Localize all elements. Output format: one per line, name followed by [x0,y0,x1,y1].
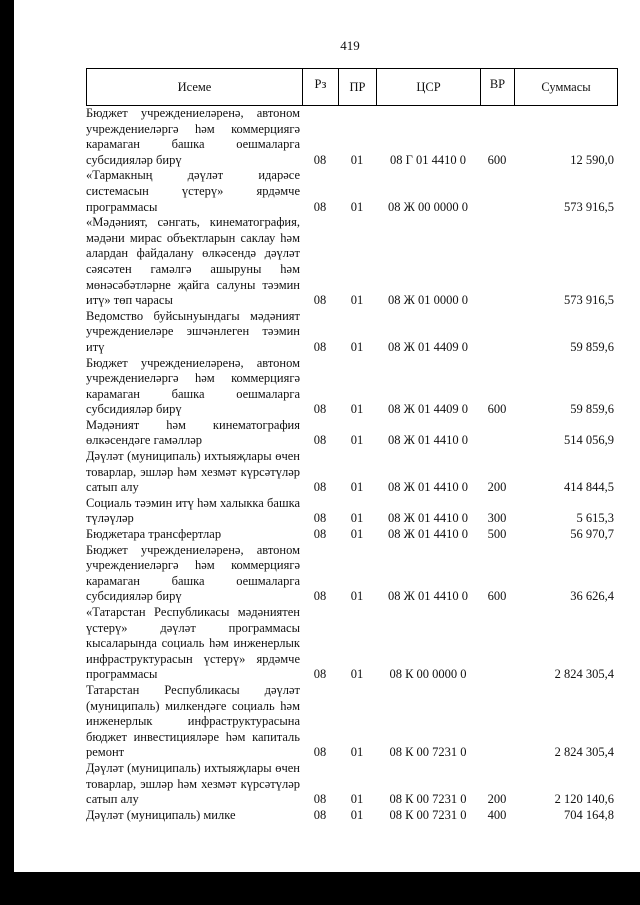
cell-rz: 08 [313,807,327,822]
cell-rz: 08 [313,792,327,807]
cell-pr: 01 [350,293,364,308]
cell-pr: 01 [350,792,364,807]
cell-name: Дәүләт (муниципаль) милке [86,807,236,822]
cell-sum: 5 615,3 [576,511,614,526]
cell-name: Мәдәният һәм кинематография өлкәсендәге гамәлләр [86,417,300,448]
cell-rz: 08 [313,152,327,167]
table-row [86,418,618,449]
cell-csr: 08 Ж 01 0000 0 [388,293,468,308]
cell-sum: 414 844,5 [564,480,614,495]
cell-rz: 08 [313,511,327,526]
cell-sum: 2 120 140,6 [554,792,614,807]
cell-sum: 36 626,4 [570,589,614,604]
cell-vr: 600 [487,589,507,604]
table-row [86,215,618,309]
header-vr: ВР [481,69,515,105]
cell-pr: 01 [350,807,364,822]
cell-vr: 300 [487,511,507,526]
table-row [86,543,618,605]
scan-edge-bottom [0,872,640,905]
cell-name: Бюджетара трансфертлар [86,527,222,542]
cell-csr: 08 К 00 7231 0 [389,807,467,822]
table-row [86,309,618,356]
header-pr: ПР [339,69,377,105]
cell-sum: 573 916,5 [564,199,614,214]
cell-rz: 08 [313,402,327,417]
cell-pr: 01 [350,480,364,495]
table-body [86,106,618,823]
cell-vr: 400 [487,807,507,822]
cell-name: Татарстан Республикасы дәүләт (муниципаль) милкендәге социаль һәм инженерлык инфраструктурасына бюджет инвестицияләре һәм капиталь ремонт [86,682,300,760]
cell-name: Социаль тәэмин итү һәм халыкка башка түләүләр [86,495,300,526]
page-number: 419 [340,38,360,53]
cell-sum: 704 164,8 [564,807,614,822]
cell-name: Дәүләт (муниципаль) ихтыяҗлары өчен товарлар, эшләр һәм хезмәт күрсәтүләр сатып алу [86,760,300,807]
cell-rz: 08 [313,480,327,495]
cell-csr: 08 К 00 0000 0 [389,667,467,682]
cell-pr: 01 [350,511,364,526]
cell-rz: 08 [313,293,327,308]
cell-sum: 514 056,9 [564,433,614,448]
table-row [86,683,618,761]
header-sum: Суммасы [541,79,591,94]
cell-csr: 08 Ж 01 4410 0 [388,511,468,526]
cell-pr: 01 [350,667,364,682]
cell-pr: 01 [350,199,364,214]
cell-vr: 500 [487,527,507,542]
cell-sum: 59 859,6 [570,402,614,417]
cell-pr: 01 [350,589,364,604]
cell-pr: 01 [350,745,364,760]
cell-name: «Тармакның дәүләт идарәсе системасын үстерү» ярдәмче программасы [86,168,300,214]
cell-sum: 12 590,0 [570,152,614,167]
cell-pr: 01 [350,402,364,417]
cell-name: Бюджет учреждениеләренә, автоном учреждениеләргә һәм коммерциягә карамаган башка оешмаларга субсидияләр бирү [86,355,300,417]
scan-edge-left [0,0,14,905]
table-row [86,449,618,496]
table-row [86,496,618,527]
cell-sum: 56 970,7 [570,527,614,542]
cell-sum: 2 824 305,4 [554,667,614,682]
header-rz: Рз [303,69,339,105]
cell-csr: 08 Ж 01 4410 0 [388,527,468,542]
cell-vr: 200 [487,480,507,495]
cell-csr: 08 К 00 7231 0 [389,745,467,760]
cell-csr: 08 Ж 01 4410 0 [388,480,468,495]
cell-sum: 573 916,5 [564,293,614,308]
cell-pr: 01 [350,152,364,167]
budget-table [86,68,618,823]
table-row [86,527,618,543]
cell-rz: 08 [313,339,327,354]
cell-sum: 59 859,6 [570,339,614,354]
cell-vr: 600 [487,152,507,167]
cell-name: Бюджет учреждениеләренә, автоном учреждениеләргә һәм коммерциягә карамаган башка оешмаларга субсидияләр бирү [86,106,300,167]
cell-rz: 08 [313,527,327,542]
cell-csr: 08 Г 01 4410 0 [390,152,466,167]
table-row [86,168,618,215]
table-row [86,106,618,168]
cell-pr: 01 [350,339,364,354]
cell-pr: 01 [350,433,364,448]
table-row [86,605,618,683]
cell-name: Бюджет учреждениеләренә, автоном учреждениеләргә һәм коммерциягә карамаган башка оешмаларга субсидияләр бирү [86,542,300,604]
cell-rz: 08 [313,199,327,214]
cell-name: Дәүләт (муниципаль) ихтыяҗлары өчен товарлар, эшләр һәм хезмәт күрсәтүләр сатып алу [86,449,300,495]
cell-rz: 08 [313,433,327,448]
table-row [86,808,618,824]
table-row [86,761,618,808]
cell-csr: 08 Ж 01 4409 0 [388,339,468,354]
cell-rz: 08 [313,745,327,760]
cell-csr: 08 К 00 7231 0 [389,792,467,807]
cell-vr: 200 [487,792,507,807]
cell-vr: 600 [487,402,507,417]
header-csr: ЦСР [377,69,481,105]
cell-pr: 01 [350,527,364,542]
cell-name: «Татарстан Республикасы мәдәниятен үстерү» дәүләт программасы кысаларында социаль һәм инженерлык инфраструктурасын үстерү» ярдәмче программасы [86,605,300,682]
cell-rz: 08 [313,589,327,604]
table-row [86,356,618,418]
cell-csr: 08 Ж 01 4410 0 [388,589,468,604]
cell-csr: 08 Ж 01 4409 0 [388,402,468,417]
cell-sum: 2 824 305,4 [554,745,614,760]
cell-rz: 08 [313,667,327,682]
cell-name: «Мәдәният, сәнгать, кинематография, мәдәни мирас объектларын саклау һәм алардан файдалану өлкәсендә дәүләт сәясәтен гамәлгә ашыруны һәм мөнәсәбәтләрне җайга салуны тәэмин итү» төп чарасы [86,215,300,308]
cell-csr: 08 Ж 00 0000 0 [388,199,468,214]
cell-csr: 08 Ж 01 4410 0 [388,433,468,448]
table-header [86,68,618,106]
header-name: Исеме [87,69,303,105]
cell-name: Ведомство буйсынуындагы мәдәният учреждениеләре эшчәнлеген тәэмин итү [86,308,300,354]
